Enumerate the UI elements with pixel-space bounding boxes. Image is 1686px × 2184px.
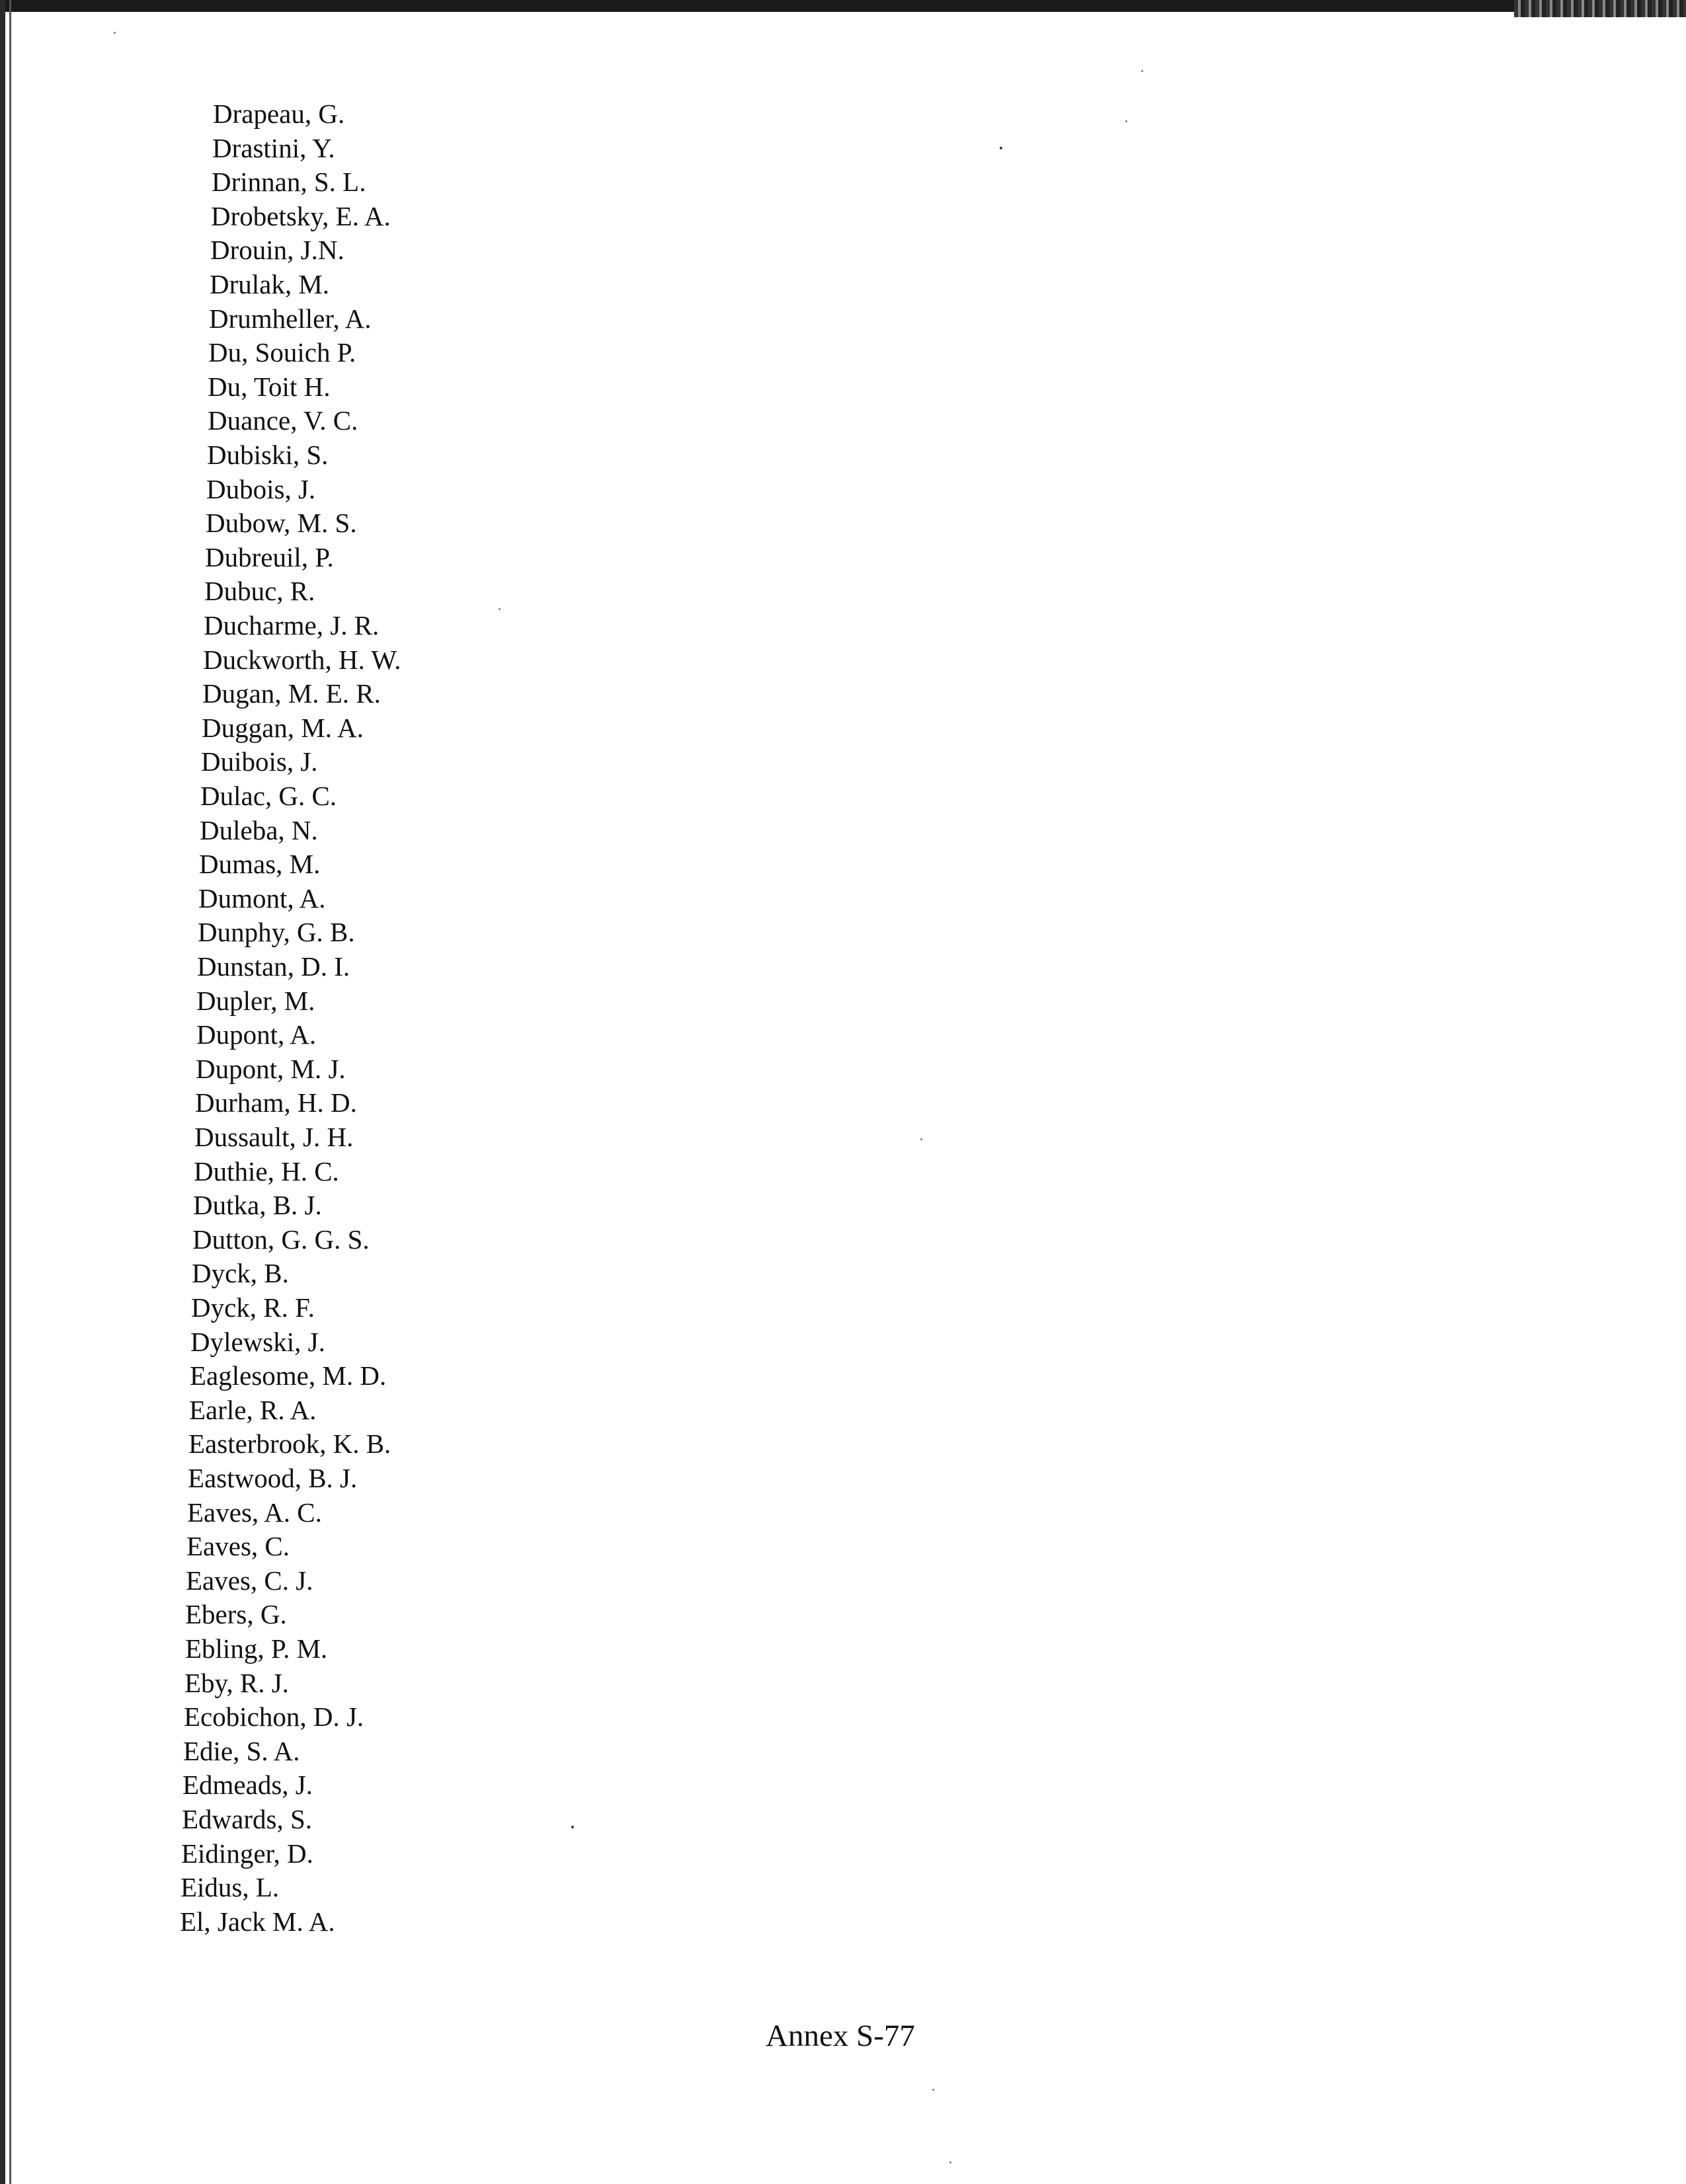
list-item: El, Jack M. A. [180,1906,335,1937]
scan-top-edge-noise [1514,0,1686,17]
list-item: Earle, R. A. [189,1395,317,1425]
list-item: Drinnan, S. L. [212,167,366,197]
list-item: Eaves, C. J. [186,1565,313,1596]
list-item: Dunstan, D. I. [197,951,350,982]
scan-speck [949,2162,951,2164]
list-item: Dumont, A. [198,883,326,914]
list-item: Duance, V. C. [208,405,358,436]
list-item: Eidus, L. [181,1872,280,1902]
list-item: Dutka, B. J. [193,1190,322,1220]
list-item: Dupler, M. [196,986,315,1016]
scan-speck [114,32,116,34]
list-item: Dubow, M. S. [206,508,357,538]
scan-top-edge [0,0,1686,12]
list-item: Dugan, M. E. R. [202,678,381,709]
list-item: Du, Toit H. [208,371,331,402]
list-item: Edmeads, J. [182,1770,313,1800]
scan-speck [571,1826,574,1828]
list-item: Eaves, C. [186,1531,290,1561]
list-item: Edie, S. A. [183,1736,300,1766]
list-item: Dylewski, J. [190,1327,325,1357]
list-item: Dupont, M. J. [196,1054,346,1084]
list-item: Easterbrook, K. B. [188,1428,391,1459]
list-item: Duckworth, H. W. [203,644,401,675]
list-item: Drumheller, A. [209,303,372,334]
list-item: Duibois, J. [201,746,318,777]
page-footer: Annex S-77 [766,2019,915,2053]
list-item: Ducharme, J. R. [204,610,380,641]
list-item: Dumas, M. [199,849,321,879]
list-item: Eby, R. J. [184,1668,289,1698]
list-item: Dussault, J. H. [194,1122,354,1152]
list-item: Dyck, R. F. [191,1292,315,1323]
list-item: Drastini, Y. [212,133,335,163]
list-item: Ebers, G. [185,1599,287,1629]
list-item: Edwards, S. [182,1804,313,1834]
list-item: Du, Souich P. [208,337,356,368]
list-item: Dulac, G. C. [200,781,337,811]
list-item: Dubuc, R. [204,576,315,606]
list-item: Drouin, J.N. [210,235,344,265]
scan-speck [1125,120,1127,122]
list-item: Duggan, M. A. [202,713,364,743]
list-item: Durham, H. D. [195,1087,357,1118]
list-item: Drapeau, G. [213,98,345,129]
scan-speck [920,1138,922,1140]
list-item: Dubois, J. [206,474,316,504]
list-item: Eidinger, D. [181,1838,313,1869]
list-item: Drulak, M. [210,269,330,299]
list-item: Dyck, B. [192,1258,289,1288]
scan-speck [1141,70,1143,72]
list-item: Eaglesome, M. D. [190,1360,387,1391]
scan-left-edge [0,0,5,2184]
list-item: Ebling, P. M. [185,1633,328,1664]
list-item: Ecobichon, D. J. [184,1701,364,1732]
scan-speck [932,2089,934,2091]
list-item: Drobetsky, E. A. [211,201,391,231]
list-item: Duthie, H. C. [194,1156,339,1187]
list-item: Eaves, A. C. [187,1497,322,1528]
list-item: Dubiski, S. [207,440,329,470]
list-item: Duleba, N. [200,815,318,845]
scan-left-edge-line [9,0,11,2184]
list-item: Dunphy, G. B. [198,917,355,947]
list-item: Dupont, A. [196,1019,317,1050]
scan-speck [1000,147,1002,149]
list-item: Dutton, G. G. S. [192,1224,370,1255]
list-item: Eastwood, B. J. [188,1463,358,1493]
list-item: Dubreuil, P. [205,542,334,572]
scan-speck [499,608,501,610]
